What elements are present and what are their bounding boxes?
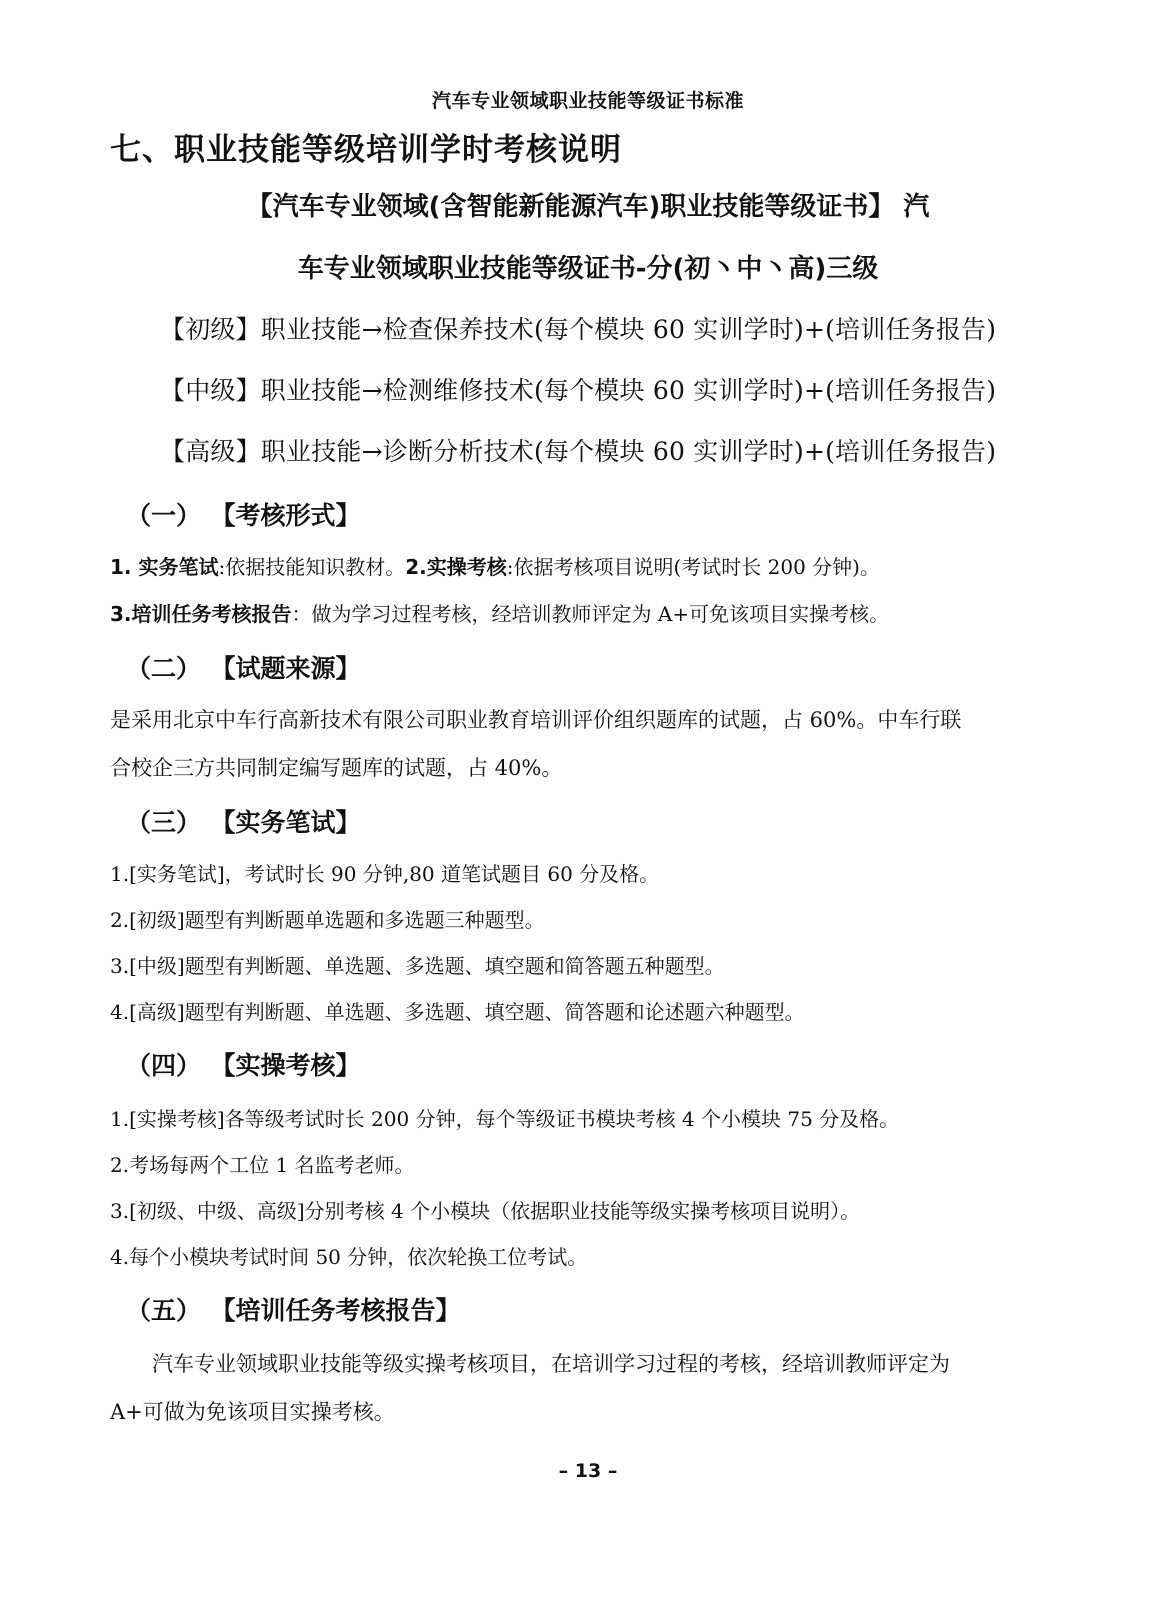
- practical-exam-item: 3.[初级、中级、高级]分别考核 4 个小模块（依据职业技能等级实操考核项目说明）。: [110, 1199, 861, 1223]
- section-title: 七、职业技能等级培训学时考核说明: [110, 132, 622, 168]
- subsection-number: （四）: [126, 1051, 202, 1080]
- subsection-heading-written-exam: [126, 803, 361, 839]
- practical-exam-item: 4.每个小模块考试时间 50 分钟，依次轮换工位考试。: [110, 1245, 588, 1269]
- practical-exam-label: 2.实操考核: [405, 555, 507, 579]
- practical-exam-item: 2.考场每两个工位 1 名监考老师。: [110, 1153, 415, 1177]
- training-report-line-1: 汽车专业领域职业技能等级实操考核项目，在培训学习过程的考核，经培训教师评定为: [152, 1352, 950, 1376]
- written-exam-item: 1.[实务笔试]，考试时长 90 分钟,80 道笔试题目 60 分及格。: [110, 862, 660, 886]
- certificate-title-line-1: 【汽车专业领域(含智能新能源汽车)职业技能等级证书】 汽: [246, 192, 930, 222]
- report-text: ：做为学习过程考核，经培训教师评定为 A+可免该项目实操考核。: [291, 602, 890, 626]
- page-number: – 13 –: [558, 1460, 618, 1482]
- certificate-title-line-2: 车专业领域职业技能等级证书-分(初丶中丶高)三级: [297, 254, 879, 284]
- level-basic: 【初级】职业技能→检查保养技术(每个模块 60 实训学时)+(培训任务报告): [160, 315, 997, 344]
- written-exam-item: 4.[高级]题型有判断题、单选题、多选题、填空题、简答题和论述题六种题型。: [110, 1000, 805, 1024]
- subsection-heading-assessment-form: [126, 496, 361, 532]
- subsection-title: 【试题来源】: [223, 654, 361, 683]
- level-advanced: 【高级】职业技能→诊断分析技术(每个模块 60 实训学时)+(培训任务报告): [160, 437, 997, 466]
- question-source-line-1: 是采用北京中车行高新技术有限公司职业教育培训评价组织题库的试题，占 60%。中车行联: [110, 708, 962, 732]
- subsection-heading-training-report: [126, 1291, 461, 1327]
- subsection-number: （五）: [126, 1296, 202, 1325]
- question-source-line-2: 合校企三方共同制定编写题库的试题，占 40%。: [110, 756, 563, 780]
- report-label: 3.培训任务考核报告: [110, 602, 292, 626]
- subsection-number: （一）: [126, 501, 202, 530]
- written-exam-text: :依据技能知识教材。: [218, 555, 406, 579]
- subsection-title: 【考核形式】: [223, 501, 361, 530]
- written-exam-item: 3.[中级]题型有判断题、单选题、多选题、填空题和简答题五种题型。: [110, 954, 725, 978]
- assessment-form-line-1: [110, 551, 880, 580]
- subsection-title: 【实务笔试】: [223, 808, 361, 837]
- subsection-heading-question-source: [126, 649, 361, 685]
- written-exam-label: 1. 实务笔试: [110, 555, 219, 579]
- subsection-title: 【实操考核】: [223, 1051, 361, 1080]
- subsection-title: 【培训任务考核报告】: [223, 1296, 461, 1325]
- level-intermediate: 【中级】职业技能→检测维修技术(每个模块 60 实训学时)+(培训任务报告): [160, 376, 997, 405]
- training-report-line-2: A+可做为免该项目实操考核。: [110, 1400, 395, 1424]
- practical-exam-text: :依据考核项目说明(考试时长 200 分钟)。: [506, 555, 880, 579]
- subsection-number: （二）: [126, 654, 202, 683]
- written-exam-item: 2.[初级]题型有判断题单选题和多选题三种题型。: [110, 908, 545, 932]
- subsection-number: （三）: [126, 808, 202, 837]
- assessment-form-line-2: [110, 598, 889, 627]
- practical-exam-item: 1.[实操考核]各等级考试时长 200 分钟，每个等级证书模块考核 4 个小模块 75 分及格。: [110, 1107, 900, 1131]
- running-header: 汽车专业领域职业技能等级证书标准: [431, 90, 744, 112]
- subsection-heading-practical-exam: [126, 1046, 361, 1082]
